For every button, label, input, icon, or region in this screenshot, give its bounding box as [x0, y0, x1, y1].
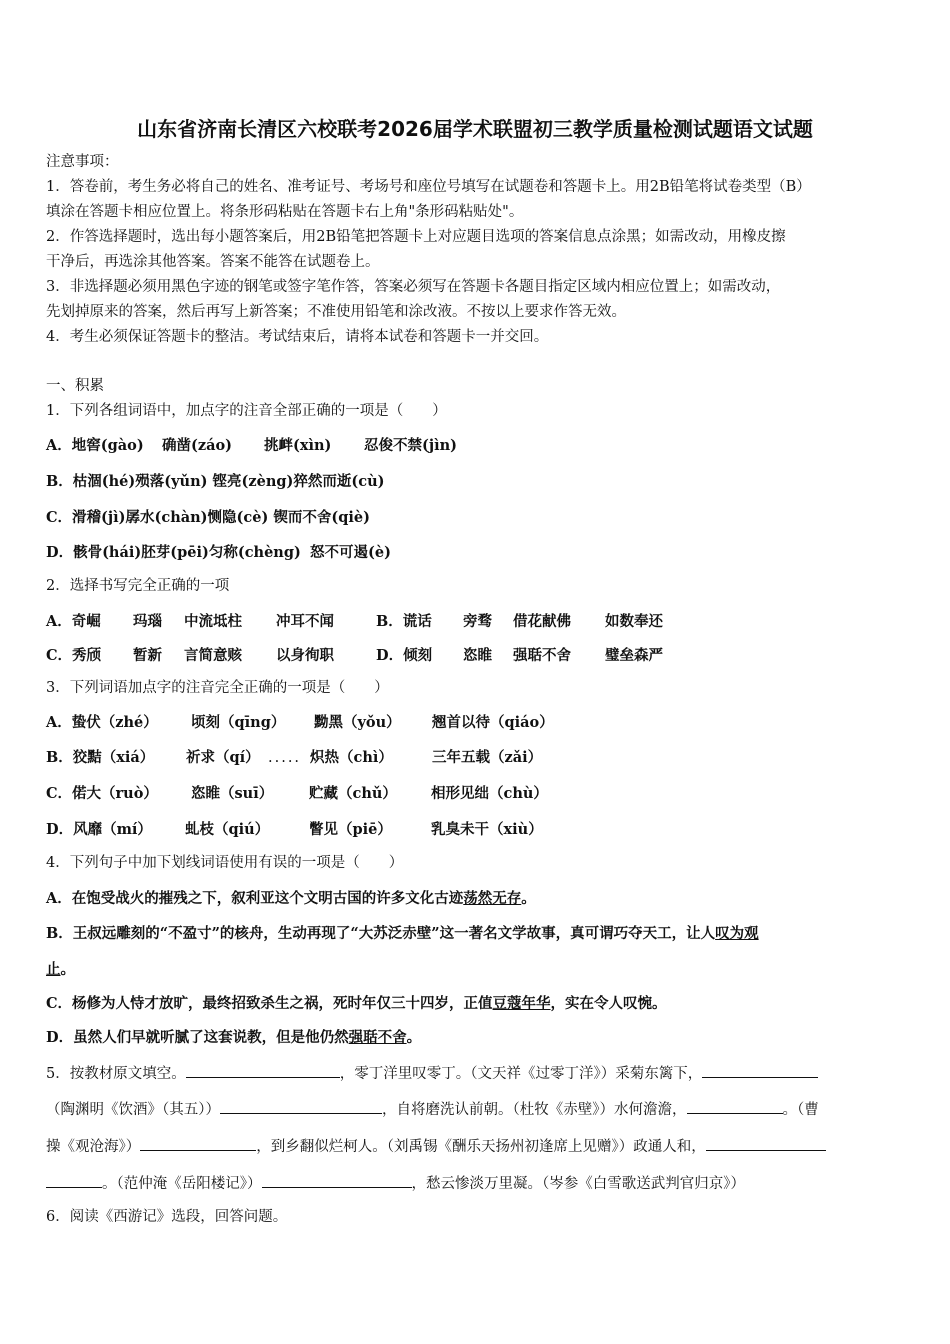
q3-option-b — [46, 746, 542, 767]
q3-option-d — [46, 818, 543, 839]
q3-d-1: D．风靡（mí） — [46, 821, 152, 838]
q3-a-1: A．蛰伏（zhé） — [46, 714, 158, 731]
q3-c-1: C．偌大（ruò） — [46, 785, 158, 802]
q3-b-dots: ..... — [268, 750, 302, 766]
q1-d-2: 怒不可遏(è) — [310, 544, 391, 561]
q5-l4-text-b: ，愁云惨淡万里凝。（岑参《白雪歌送武判官归京》） — [411, 1176, 745, 1192]
q6-stem: 6．阅读《西游记》选段，回答问题。 — [46, 1209, 288, 1225]
q2-b-1: B．谎话 — [376, 613, 432, 630]
q5-blank-2[interactable] — [702, 1061, 818, 1078]
q1-option-a — [46, 434, 457, 455]
q3-b-1: B．狡黠（xiá） — [46, 749, 155, 766]
q3-d-3: 瞥见（piē） — [309, 821, 392, 838]
q5-line-2 — [46, 1097, 819, 1120]
q2-a-3: 中流坻柱 — [184, 613, 242, 630]
q1-option-c: C．滑稽(jì)孱水(chàn)恻隐(cè) 锲而不舍(qiè) — [46, 509, 370, 526]
section-heading: 一、积累 — [46, 378, 104, 394]
q4-a-end: 。 — [521, 890, 536, 907]
q5-l3-text-a: 操《观沧海》） — [46, 1139, 141, 1155]
notice-line-5: 3．非选择题必须用黑色字迹的钢笔或签字笔作答，答案必须写在答题卡各题目指定区域内相应位置上；如需改动， — [46, 279, 781, 295]
q4-b-text: B．王叔远雕刻的“不盈寸”的核舟，生动再现了“大苏泛赤壁”这一著名文学故事，真可谓巧夺天工，让人 — [46, 925, 716, 942]
q4-option-b — [46, 922, 759, 943]
q2-a-2: 玛瑙 — [133, 613, 162, 630]
q4-b-underlined: 叹为观 — [715, 925, 759, 942]
q4-a-underlined: 荡然无存 — [463, 890, 522, 907]
q4-option-c — [46, 992, 667, 1013]
q4-option-a — [46, 887, 536, 908]
q2-d-1: D．倾刻 — [376, 647, 433, 664]
q5-l1-text-a: 5．按教材原文填空。 — [46, 1066, 186, 1082]
q2-b-4: 如数奉还 — [605, 613, 663, 630]
q2-b-3: 借花献佛 — [513, 613, 571, 630]
q3-b-3: 炽热（chì） — [310, 749, 393, 766]
notice-heading: 注意事项： — [46, 154, 119, 170]
q5-l2-text-b: ，自将磨洗认前朝。（杜牧《赤壁》）水何澹澹， — [382, 1102, 687, 1118]
q2-c-3: 言简意赅 — [184, 647, 242, 664]
q5-l2-text-c: 。（曹 — [782, 1102, 819, 1118]
q1-a-4: 忍俊不禁(jìn) — [364, 437, 458, 454]
q4-c-text: C．杨修为人恃才放旷，最终招致杀生之祸，死时年仅三十四岁，正值 — [46, 995, 493, 1012]
q2-stem: 2．选择书写完全正确的一项 — [46, 578, 230, 594]
q3-a-2: 顷刻（qīng） — [191, 714, 286, 731]
q3-b-4: 三年五载（zǎi） — [432, 749, 543, 766]
q3-d-4: 乳臭未干（xiù） — [431, 821, 543, 838]
notice-line-7: 4．考生必须保证答题卡的整洁。考试结束后，请将本试卷和答题卡一并交回。 — [46, 329, 549, 345]
q2-a-4: 冲耳不闻 — [276, 613, 334, 630]
q5-blank-3[interactable] — [220, 1097, 382, 1114]
q2-d-4: 璧垒森严 — [605, 647, 663, 664]
q3-option-a — [46, 711, 554, 732]
q2-d-3: 强聒不舍 — [513, 647, 571, 664]
q3-d-2: 虬枝（qiú） — [185, 821, 270, 838]
q3-a-4: 翘首以待（qiáo） — [432, 714, 554, 731]
q1-stem: 1．下列各组词语中，加点字的注音全部正确的一项是（ ） — [46, 403, 447, 419]
q3-stem: 3．下列词语加点字的注音完全正确的一项是（ ） — [46, 680, 389, 696]
q3-a-3: 黝黑（yǒu） — [314, 714, 401, 731]
q5-blank-5[interactable] — [140, 1134, 256, 1151]
q5-l2-text-a: （陶渊明《饮酒》（其五）） — [46, 1102, 220, 1118]
q1-option-d — [46, 541, 391, 562]
q5-blank-6[interactable] — [706, 1134, 826, 1151]
q3-c-2: 恣睢（suī） — [191, 785, 274, 802]
notice-line-1: 1．答卷前，考生务必将自己的姓名、准考证号、考场号和座位号填写在试题卷和答题卡上。用2B铅笔将试卷类型（B） — [46, 179, 811, 195]
q5-blank-1[interactable] — [186, 1061, 340, 1078]
q5-blank-6-cont[interactable] — [46, 1171, 102, 1188]
q4-b-end: 。 — [60, 961, 75, 978]
notice-line-3: 2．作答选择题时，选出每小题答案后，用2B铅笔把答题卡上对应题目选项的答案信息点涂黑；如需改动，用橡皮擦 — [46, 229, 786, 245]
q2-a-1: A．奇崛 — [46, 613, 101, 630]
notice-line-2: 填涂在答题卡相应位置上。将条形码粘贴在答题卡右上角"条形码粘贴处"。 — [46, 204, 524, 220]
q4-c-underlined: 豆蔻年华 — [492, 995, 551, 1012]
notice-line-4: 干净后，再选涂其他答案。答案不能答在试题卷上。 — [46, 254, 380, 270]
q4-option-b-cont — [46, 958, 75, 979]
q4-c-end: ，实在令人叹惋。 — [550, 995, 667, 1012]
q5-blank-7[interactable] — [262, 1171, 412, 1188]
q2-options-cd — [46, 644, 663, 665]
q1-option-b: B．枯涸(hé)殒落(yǔn) 铿亮(zèng)猝然而逝(cù) — [46, 473, 385, 490]
q5-blank-4[interactable] — [687, 1097, 783, 1114]
q4-option-d — [46, 1026, 421, 1047]
q2-c-1: C．秀颀 — [46, 647, 102, 664]
q5-line-1 — [46, 1061, 818, 1084]
q5-line-4 — [46, 1171, 745, 1194]
q1-a-2: 确凿(záo) — [162, 437, 233, 454]
q1-d-1: D．骸骨(hái)胚芽(pēi)匀称(chèng) — [46, 544, 301, 561]
q2-options-ab — [46, 610, 663, 631]
q5-l4-text-a: 。（范仲淹《岳阳楼记》） — [102, 1176, 262, 1192]
q2-c-4: 以身徇职 — [276, 647, 334, 664]
q4-stem: 4．下列句子中加下划线词语使用有误的一项是（ ） — [46, 855, 404, 871]
q2-c-2: 暂新 — [133, 647, 162, 664]
q3-c-3: 贮藏（chǔ） — [309, 785, 397, 802]
q3-option-c — [46, 782, 548, 803]
q1-a-3: 挑衅(xìn) — [264, 437, 332, 454]
q5-line-3 — [46, 1134, 826, 1157]
q2-d-2: 恣睢 — [463, 647, 492, 664]
exam-title: 山东省济南长清区六校联考2026届学术联盟初三教学质量检测试题语文试题 — [137, 117, 813, 141]
q4-d-text: D．虽然人们早就听腻了这套说教，但是他仍然 — [46, 1029, 349, 1046]
q4-a-text: A．在饱受战火的摧残之下，叙利亚这个文明古国的许多文化古迹 — [46, 890, 464, 907]
q5-l3-text-b: ，到乡翻似烂柯人。（刘禹锡《酬乐天扬州初逢席上见赠》）政通人和， — [256, 1139, 706, 1155]
q4-d-underlined: 强聒不舍 — [348, 1029, 407, 1046]
notice-line-6: 先划掉原来的答案，然后再写上新答案；不准使用铅笔和涂改液。不按以上要求作答无效。 — [46, 304, 626, 320]
q1-a-1: A．地窖(gào) — [46, 437, 144, 454]
q4-d-end: 。 — [406, 1029, 422, 1046]
q2-b-2: 旁骛 — [463, 613, 492, 630]
q3-c-4: 相形见绌（chù） — [431, 785, 548, 802]
q5-l1-text-b: ，零丁洋里叹零丁。（文天祥《过零丁洋》）采菊东篱下， — [339, 1066, 703, 1082]
q4-b-underlined-2: 止 — [46, 961, 61, 978]
q3-b-2: 祈求（qí） — [186, 749, 260, 766]
